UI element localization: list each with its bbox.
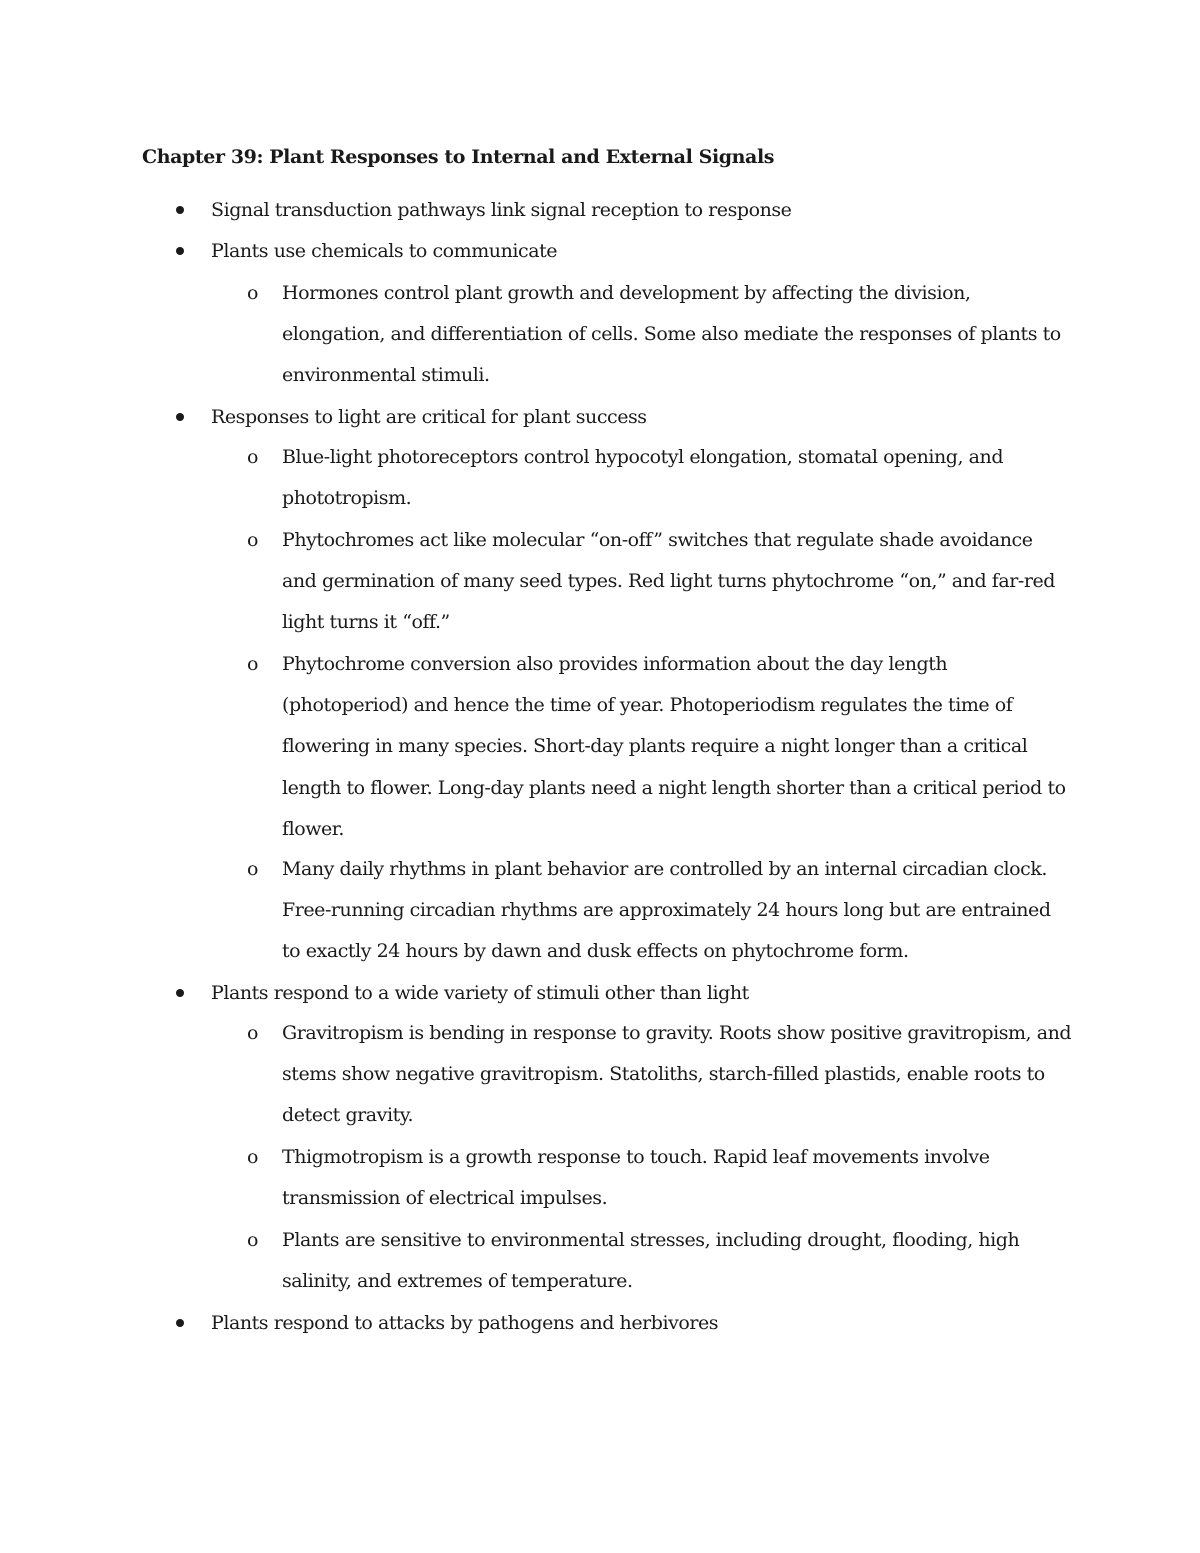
list-item-text: Plants are sensitive to environmental stresses, including drought, flooding, high salinity, and extremes of temperature. bbox=[282, 1229, 1020, 1293]
bullet-dot-icon bbox=[176, 1319, 184, 1327]
bullet-circle-icon: o bbox=[247, 1146, 258, 1168]
list-item-text: Phytochrome conversion also provides information about the day length (photoperiod) and hence the time of year. Photoperiodism regulates the time of flowering in many species. Short-day plants require a night longer than a critical length to flower. Long-day plants need a night length shorter than a critical period to flower. bbox=[282, 653, 1066, 840]
sub-list-item bbox=[247, 849, 1072, 973]
list-item-text: Plants use chemicals to communicate bbox=[211, 240, 558, 262]
bullet-circle-icon: o bbox=[247, 858, 258, 880]
sub-list-item bbox=[247, 273, 1072, 397]
list-item bbox=[211, 190, 1071, 231]
list-item-text: Responses to light are critical for plant success bbox=[211, 406, 647, 428]
list-item-text: Thigmotropism is a growth response to touch. Rapid leaf movements involve transmission of electrical impulses. bbox=[282, 1146, 990, 1210]
bullet-circle-icon: o bbox=[247, 446, 258, 468]
list-item-text: Plants respond to a wide variety of stimuli other than light bbox=[211, 982, 749, 1004]
sub-list-item bbox=[247, 1013, 1072, 1137]
sub-list-item bbox=[247, 437, 1072, 519]
list-item bbox=[211, 231, 1071, 272]
bullet-circle-icon: o bbox=[247, 529, 258, 551]
bullet-circle-icon: o bbox=[247, 1229, 258, 1251]
list-item-text: Blue-light photoreceptors control hypocotyl elongation, stomatal opening, and phototropism. bbox=[282, 446, 1004, 510]
sub-list-item bbox=[247, 1220, 1072, 1302]
list-item-text: Many daily rhythms in plant behavior are controlled by an internal circadian clock. Free-running circadian rhythms are approximately 24 hours long but are entrained to exactly 24 hours by dawn and dusk effects on phytochrome form. bbox=[282, 858, 1051, 963]
bullet-circle-icon: o bbox=[247, 653, 258, 675]
list-item-text: Signal transduction pathways link signal reception to response bbox=[211, 199, 792, 221]
list-item-text: Gravitropism is bending in response to gravity. Roots show positive gravitropism, and stems show negative gravitropism. Statoliths, starch-filled plastids, enable roots to detect gravity. bbox=[282, 1022, 1072, 1127]
list-item-text: Hormones control plant growth and development by affecting the division, elongation, and differentiation of cells. Some also mediate the responses of plants to environmental stimuli. bbox=[282, 282, 1061, 387]
list-item bbox=[211, 397, 1071, 438]
sub-list-item bbox=[247, 1137, 1072, 1219]
bullet-circle-icon: o bbox=[247, 282, 258, 304]
bullet-dot-icon bbox=[176, 247, 184, 255]
bullet-dot-icon bbox=[176, 413, 184, 421]
chapter-title: Chapter 39: Plant Responses to Internal and External Signals bbox=[142, 146, 775, 168]
list-item-text: Plants respond to attacks by pathogens and herbivores bbox=[211, 1312, 719, 1334]
bullet-dot-icon bbox=[176, 206, 184, 214]
bullet-circle-icon: o bbox=[247, 1022, 258, 1044]
sub-list-item bbox=[247, 644, 1072, 850]
list-item-text: Phytochromes act like molecular “on-off” switches that regulate shade avoidance and germination of many seed types. Red light turns phytochrome “on,” and far-red light turns it “off.” bbox=[282, 529, 1055, 634]
sub-list-item bbox=[247, 520, 1072, 644]
list-item bbox=[211, 1303, 1071, 1344]
bullet-dot-icon bbox=[176, 989, 184, 997]
list-item bbox=[211, 973, 1071, 1014]
